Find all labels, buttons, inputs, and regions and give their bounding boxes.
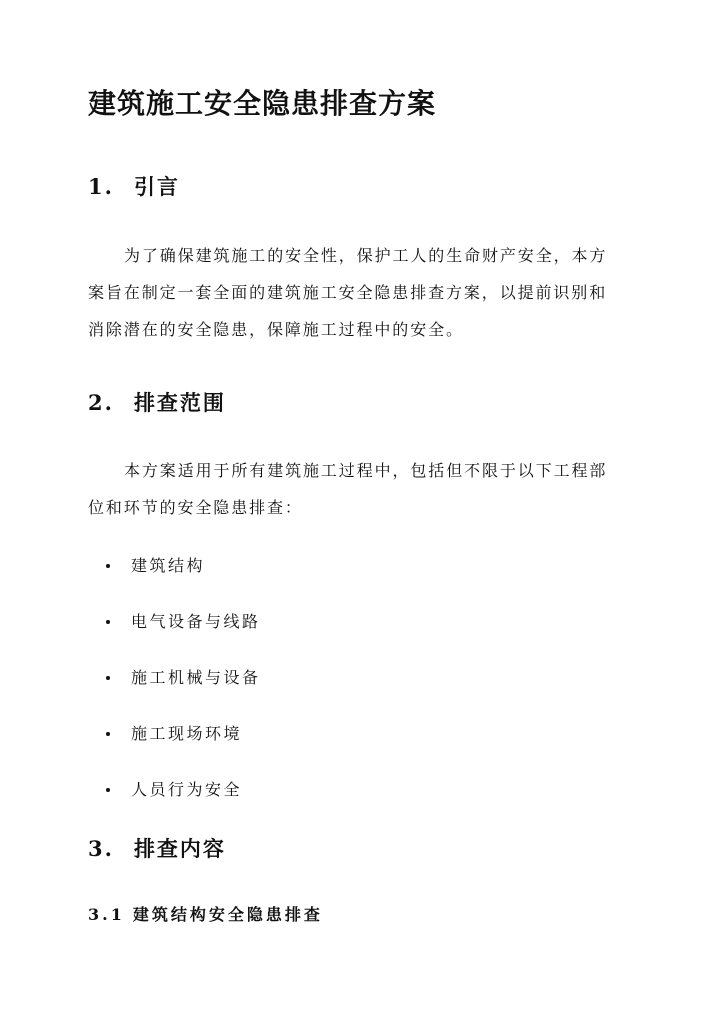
section-number: 3. — [88, 836, 114, 861]
bullet-icon — [106, 732, 110, 736]
section-heading-content — [88, 834, 226, 864]
bullet-icon — [106, 676, 110, 680]
list-item-text: 施工机械与设备 — [131, 668, 261, 687]
subsection-title: 建筑结构安全隐患排查 — [132, 905, 323, 924]
subsection-heading-structure — [88, 903, 323, 927]
bullet-icon — [106, 788, 110, 792]
section-number: 1. — [88, 174, 114, 199]
section-heading-scope — [88, 388, 226, 418]
section-number: 2. — [88, 390, 114, 415]
section-title: 排查范围 — [133, 390, 226, 415]
paragraph-line: 为了确保建筑施工的安全性，保护工人的生命财产安全，本方 — [124, 246, 608, 265]
list-item-text: 人员行为安全 — [131, 780, 243, 799]
paragraph-line: 本方案适用于所有建筑施工过程中，包括但不限于以下工程部 — [124, 461, 608, 480]
bullet-icon — [106, 564, 110, 568]
subsection-number: 3.1 — [88, 905, 125, 924]
section-title: 引言 — [133, 174, 180, 199]
list-item-text: 施工现场环境 — [131, 724, 243, 743]
document-title: 建筑施工安全隐患排查方案 — [88, 87, 437, 120]
section-heading-introduction — [88, 172, 180, 202]
scope-paragraph — [88, 452, 633, 526]
paragraph-line: 消除潜在的安全隐患，保障施工过程中的安全。 — [88, 320, 464, 339]
paragraph-line: 位和环节的安全隐患排查： — [88, 498, 303, 517]
bullet-icon — [106, 620, 110, 624]
introduction-paragraph — [88, 237, 633, 348]
list-item-text: 电气设备与线路 — [131, 612, 261, 631]
list-item-text: 建筑结构 — [131, 556, 206, 575]
section-title: 排查内容 — [133, 836, 226, 861]
paragraph-line: 案旨在制定一套全面的建筑施工安全隐患排查方案，以提前识别和 — [88, 283, 608, 302]
